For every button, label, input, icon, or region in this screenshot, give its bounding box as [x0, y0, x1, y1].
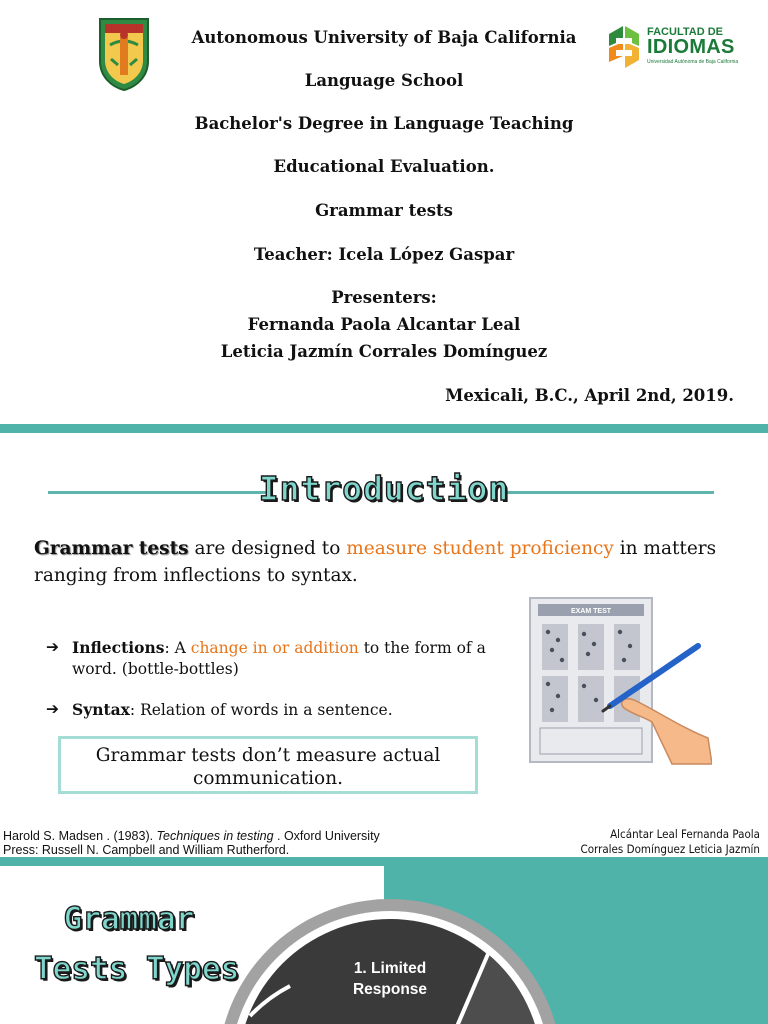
presenters-label: Presenters: — [331, 288, 437, 307]
paragraph-text: in matters ranging from inflections to syntax. — [34, 538, 717, 586]
highlight-text: change in or addition — [190, 639, 359, 657]
arrow-icon: ➔ — [46, 638, 59, 656]
school-name: Language School — [304, 71, 464, 90]
slide-title — [34, 894, 240, 994]
bullet-syntax — [46, 699, 506, 721]
reference-text: . Oxford University Press: Russell N. Campbell and William Rutherford. — [3, 829, 380, 857]
slide-title: Introduction — [258, 469, 510, 508]
degree-name: Bachelor's Degree in Language Teaching — [194, 114, 574, 133]
place-date: Mexicali, B.C., April 2nd, 2019. — [445, 386, 734, 405]
note-box: Grammar tests don’t measure actual communication. — [58, 736, 478, 794]
slide-divider — [0, 857, 768, 866]
presenter-name: Fernanda Paola Alcantar Leal — [247, 315, 521, 334]
faculty-logo-line2: IDIOMAS — [647, 36, 735, 58]
reference-text: Harold S. Madsen . (1983). — [3, 829, 157, 843]
test-types-slide — [0, 866, 768, 1024]
introduction-slide — [0, 433, 768, 857]
segment-label — [330, 958, 450, 1000]
arrow-icon: ➔ — [46, 700, 59, 718]
bullet-term: Inflections — [72, 638, 165, 657]
bullet-text: : A — [164, 639, 191, 657]
bullet-text: to the form of a word. (bottle-bottles) — [72, 639, 486, 678]
exam-sheet-label: EXAM TEST — [570, 608, 612, 615]
course-name: Educational Evaluation. — [273, 157, 495, 176]
presenter-name: Leticia Jazmín Corrales Domínguez — [220, 342, 548, 361]
paragraph-text: are designed to — [188, 538, 347, 559]
topic-title: Grammar tests — [315, 201, 453, 220]
term-grammar-tests: Grammar tests — [34, 538, 189, 559]
faculty-logo-line3: Universidad Autónoma de Baja California — [647, 59, 739, 65]
authors-credit — [580, 827, 760, 857]
intro-paragraph — [34, 535, 734, 589]
exam-test-icon — [512, 588, 712, 768]
teacher-name: Teacher: Icela López Gaspar — [253, 245, 515, 264]
segment-label-line: 1. Limited — [353, 960, 427, 977]
university-name: Autonomous University of Baja California — [191, 28, 577, 47]
reference-citation — [3, 829, 403, 857]
faculty-logo-line1: FACULTAD DE — [647, 26, 723, 38]
bullet-text: : Relation of words in a sentence. — [129, 701, 393, 719]
slide-title-line: Grammar — [63, 901, 195, 937]
slide-title-line: Tests Types — [34, 951, 240, 987]
title-slide — [0, 0, 768, 424]
bullet-term: Syntax — [72, 700, 130, 719]
author-name: Alcántar Leal Fernanda Paola — [610, 827, 760, 841]
slide-divider — [0, 424, 768, 433]
reference-title: Techniques in testing — [156, 829, 274, 843]
highlight-text: measure student proficiency — [346, 538, 614, 559]
author-name: Corrales Domínguez Leticia Jazmín — [580, 842, 760, 856]
segment-label-line: Response — [352, 981, 428, 998]
bullet-inflections — [46, 637, 506, 680]
